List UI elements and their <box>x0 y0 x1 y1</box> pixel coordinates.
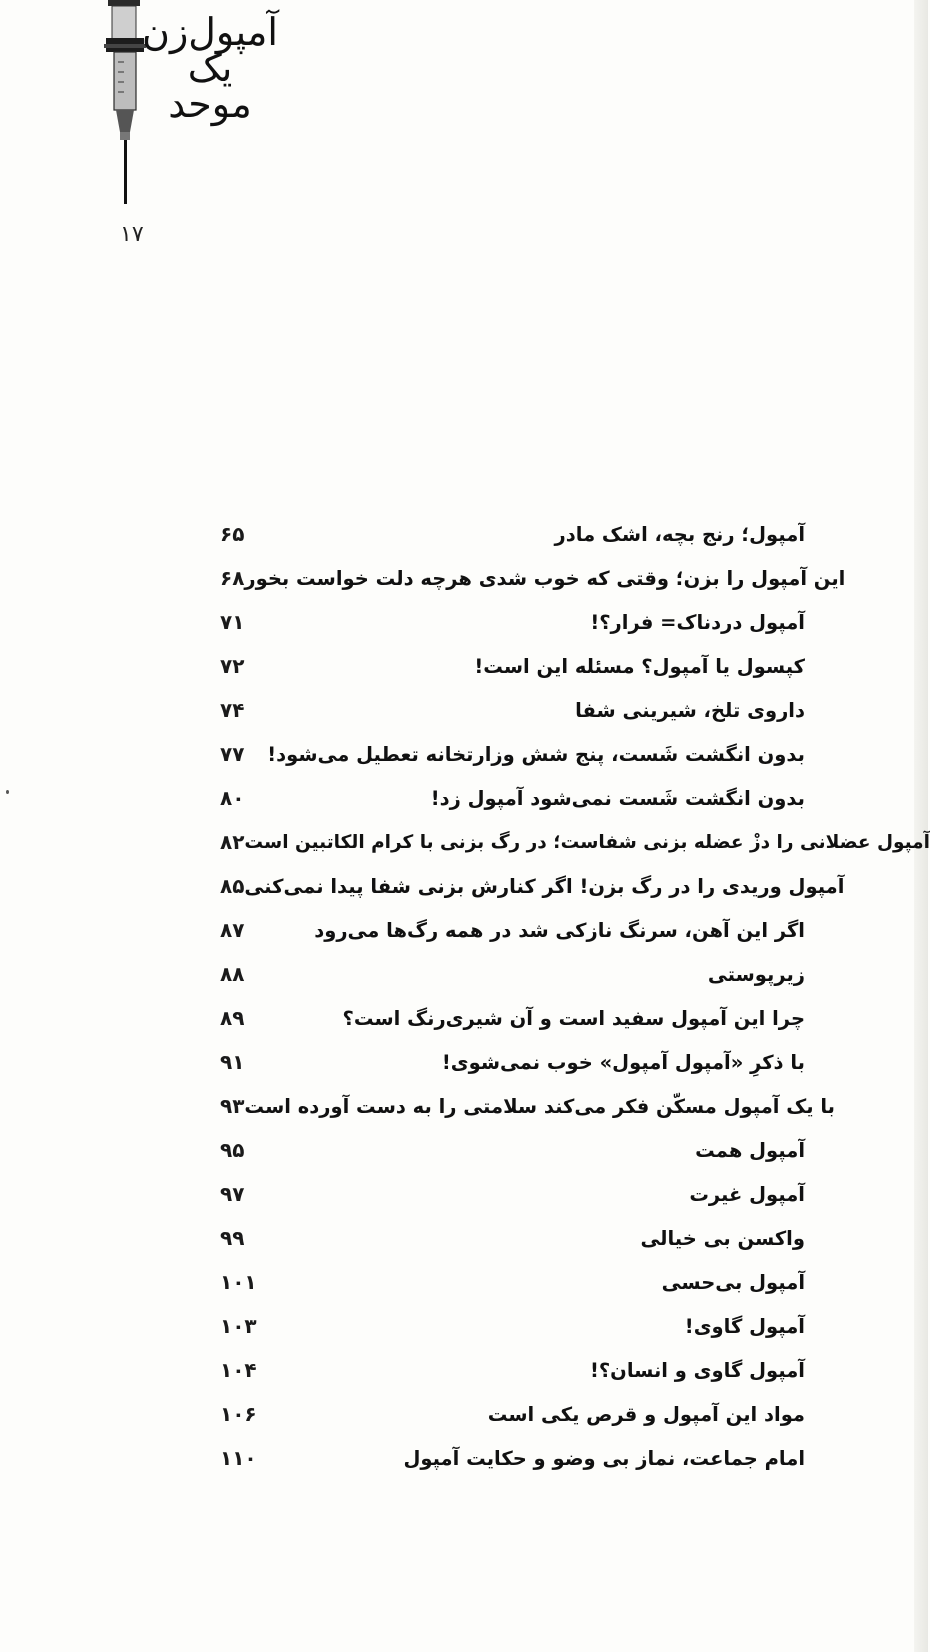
toc-page-number: ۸۸ <box>220 962 245 986</box>
toc-title: با یک آمپول مسکّن فکر می‌کند سلامتی را به دست آورده است <box>244 1094 835 1118</box>
toc-entry[interactable] <box>220 512 805 556</box>
toc-entry[interactable] <box>220 600 805 644</box>
toc-title: آمپول دردناک= فرار؟! <box>590 610 805 634</box>
toc-page-number: ۹۷ <box>220 1182 245 1206</box>
toc-page-number: ۶۵ <box>220 522 245 546</box>
table-of-contents <box>220 512 930 1480</box>
toc-page-number: ۹۹ <box>220 1226 245 1250</box>
toc-entry[interactable] <box>220 1304 805 1348</box>
toc-title: امام جماعت، نماز بی وضو و حکایت آمپول <box>403 1446 805 1470</box>
toc-page-number: ۹۵ <box>220 1138 245 1162</box>
toc-title: بدون انگشت شَست نمی‌شود آمپول زد! <box>430 786 805 810</box>
toc-page-number: ۱۰۳ <box>220 1314 257 1338</box>
page-edge <box>914 0 928 1652</box>
toc-title: آمپول گاوی! <box>684 1314 805 1338</box>
toc-title: کپسول یا آمپول؟ مسئله این است! <box>474 654 805 678</box>
toc-entry[interactable] <box>220 688 805 732</box>
toc-page-number: ۷۴ <box>220 698 245 722</box>
toc-title: چرا این آمپول سفید است و آن شیری‌رنگ است؟ <box>342 1006 805 1030</box>
toc-page-number: ۹۳ <box>220 1094 245 1118</box>
toc-title: آمپول غیرت <box>689 1182 805 1206</box>
page-number: ۱۷ <box>120 222 144 247</box>
toc-page-number: ۷۱ <box>220 610 245 634</box>
toc-entry[interactable] <box>220 1216 805 1260</box>
toc-title: آمپول بی‌حسی <box>661 1270 805 1294</box>
toc-entry[interactable] <box>220 644 805 688</box>
toc-title: زیرپوستی <box>707 962 805 986</box>
toc-page-number: ۶۸ <box>220 566 245 590</box>
toc-page-number: ۹۱ <box>220 1050 245 1074</box>
toc-title: آمپول؛ رنج بچه، اشک مادر <box>554 522 805 546</box>
book-title-line-2: موحد <box>168 82 252 126</box>
paper-speck <box>6 790 9 794</box>
toc-entry[interactable] <box>220 1392 805 1436</box>
toc-page-number: ۸۲ <box>220 830 245 854</box>
toc-title: بدون انگشت شَست، پنج شش وزارتخانه تعطیل می‌شود! <box>267 742 805 766</box>
toc-page-number: ۷۲ <box>220 654 245 678</box>
toc-title: آمپول عضلانی را دزْ عضله بزنی شفاست؛ در رگ بزنی با کرام الکاتبین است <box>244 831 930 853</box>
toc-page-number: ۱۰۱ <box>220 1270 257 1294</box>
toc-page-number: ۱۰۴ <box>220 1358 257 1382</box>
toc-entry[interactable] <box>220 1084 835 1128</box>
toc-page-number: ۷۷ <box>220 742 245 766</box>
toc-entry[interactable] <box>220 1436 805 1480</box>
toc-entry[interactable] <box>220 952 805 996</box>
toc-page-number: ۱۱۰ <box>220 1446 257 1470</box>
toc-title: آمپول گاوی و انسان؟! <box>589 1358 805 1382</box>
toc-entry[interactable] <box>220 1128 805 1172</box>
toc-title: آمپول همت <box>695 1138 805 1162</box>
toc-page-number: ۸۰ <box>220 786 245 810</box>
toc-entry[interactable] <box>220 996 805 1040</box>
toc-entry[interactable] <box>220 776 805 820</box>
toc-page-number: ۸۵ <box>220 874 245 898</box>
toc-title: اگر این آهن، سرنگ نازکی شد در همه رگ‌ها می‌رود <box>314 918 805 942</box>
toc-title: واکسن بی خیالی <box>640 1226 805 1250</box>
toc-title: داروی تلخ، شیرینی شفا <box>575 698 805 722</box>
toc-entry[interactable] <box>220 556 846 600</box>
book-title-line-1: آمپول‌زن یک <box>142 10 278 90</box>
toc-entry[interactable] <box>220 1348 805 1392</box>
toc-page-number: ۸۹ <box>220 1006 245 1030</box>
toc-entry[interactable] <box>220 1260 805 1304</box>
toc-entry[interactable] <box>220 864 845 908</box>
toc-entry[interactable] <box>220 732 805 776</box>
toc-page-number: ۱۰۶ <box>220 1402 257 1426</box>
toc-title: این آمپول را بزن؛ وقتی که خوب شدی هرچه دلت خواست بخور <box>244 566 846 590</box>
toc-page-number: ۸۷ <box>220 918 245 942</box>
toc-entry[interactable] <box>220 1040 805 1084</box>
page-header <box>100 0 280 260</box>
toc-title: با ذکرِ «آمپول آمپول» خوب نمی‌شوی! <box>441 1050 805 1074</box>
toc-title: مواد این آمپول و قرص یکی است <box>487 1402 805 1426</box>
toc-entry[interactable] <box>220 820 930 864</box>
toc-entry[interactable] <box>220 1172 805 1216</box>
toc-title: آمپول وریدی را در رگ بزن! اگر کنارش بزنی شفا پیدا نمی‌کنی <box>244 874 845 898</box>
book-title <box>140 10 280 126</box>
toc-entry[interactable] <box>220 908 805 952</box>
